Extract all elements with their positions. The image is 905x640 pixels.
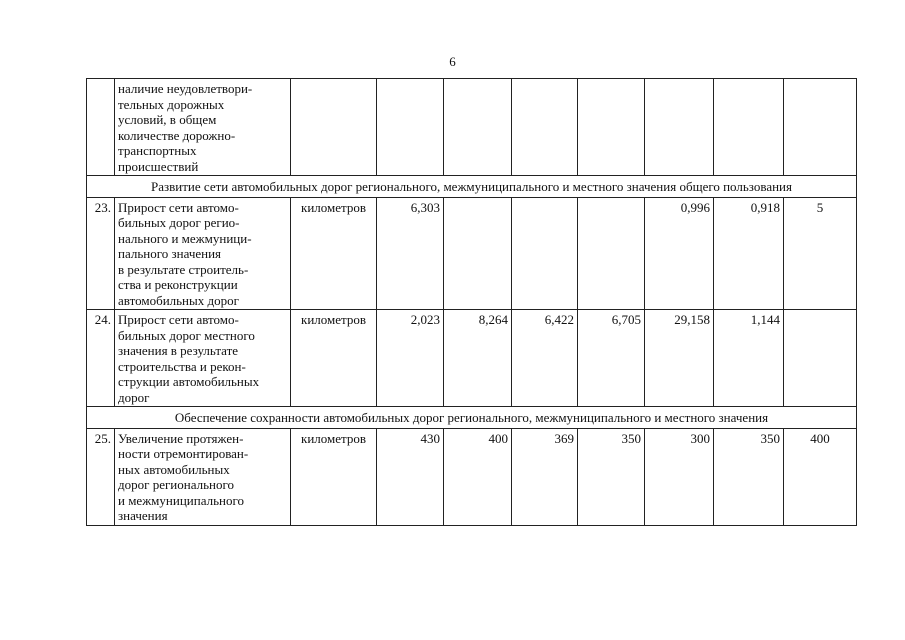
value-cell — [714, 79, 784, 176]
value-cell: 300 — [645, 428, 714, 525]
value-cell: 5 — [784, 197, 857, 310]
row-number: 25. — [87, 428, 115, 525]
value-cell: 400 — [784, 428, 857, 525]
value-cell: 6,705 — [578, 310, 645, 407]
section-title: Обеспечение сохранности автомобильных дорог регионального, межмуниципального и местного значения — [87, 407, 857, 429]
value-cell — [512, 197, 578, 310]
value-cell: 0,918 — [714, 197, 784, 310]
table-row-23 — [87, 197, 857, 310]
section-heading-row — [87, 176, 857, 198]
section-heading-row — [87, 407, 857, 429]
value-cell — [784, 79, 857, 176]
value-cell: 6,303 — [377, 197, 444, 310]
row-number — [87, 79, 115, 176]
value-cell — [578, 79, 645, 176]
value-cell: 369 — [512, 428, 578, 525]
indicator-description: Прирост сети автомо- бильных дорог местного значения в результате строительства и рекон- струкции автомобильных дорог — [115, 310, 291, 407]
value-cell: 8,264 — [444, 310, 512, 407]
indicator-description: Прирост сети автомо- бильных дорог регио- нального и межмуници- пального значения в результате строитель- ства и реконструкции автомобильных дорог — [115, 197, 291, 310]
indicator-description: наличие неудовлетвори- тельных дорожных условий, в общем количестве дорожно- транспортных происшествий — [115, 79, 291, 176]
value-cell: 29,158 — [645, 310, 714, 407]
row-number: 24. — [87, 310, 115, 407]
table-row-continuation — [87, 79, 857, 176]
value-cell — [512, 79, 578, 176]
table-row-25 — [87, 428, 857, 525]
page-number: 6 — [449, 54, 456, 69]
value-cell: 2,023 — [377, 310, 444, 407]
value-cell: 400 — [444, 428, 512, 525]
unit-cell: километров — [291, 310, 377, 407]
value-cell: 6,422 — [512, 310, 578, 407]
value-cell — [444, 197, 512, 310]
indicator-description: Увеличение протяжен- ности отремонтирован- ных автомобильных дорог регионального и межмуниципального значения — [115, 428, 291, 525]
value-cell — [578, 197, 645, 310]
unit-cell: километров — [291, 428, 377, 525]
indicators-table — [86, 78, 857, 526]
unit-cell: километров — [291, 197, 377, 310]
value-cell: 1,144 — [714, 310, 784, 407]
row-number: 23. — [87, 197, 115, 310]
unit-cell — [291, 79, 377, 176]
section-title: Развитие сети автомобильных дорог регионального, межмуниципального и местного значения общего пользования — [87, 176, 857, 198]
value-cell — [645, 79, 714, 176]
value-cell: 350 — [714, 428, 784, 525]
value-cell: 430 — [377, 428, 444, 525]
value-cell — [444, 79, 512, 176]
table-row-24 — [87, 310, 857, 407]
value-cell — [784, 310, 857, 407]
value-cell: 350 — [578, 428, 645, 525]
value-cell — [377, 79, 444, 176]
value-cell: 0,996 — [645, 197, 714, 310]
